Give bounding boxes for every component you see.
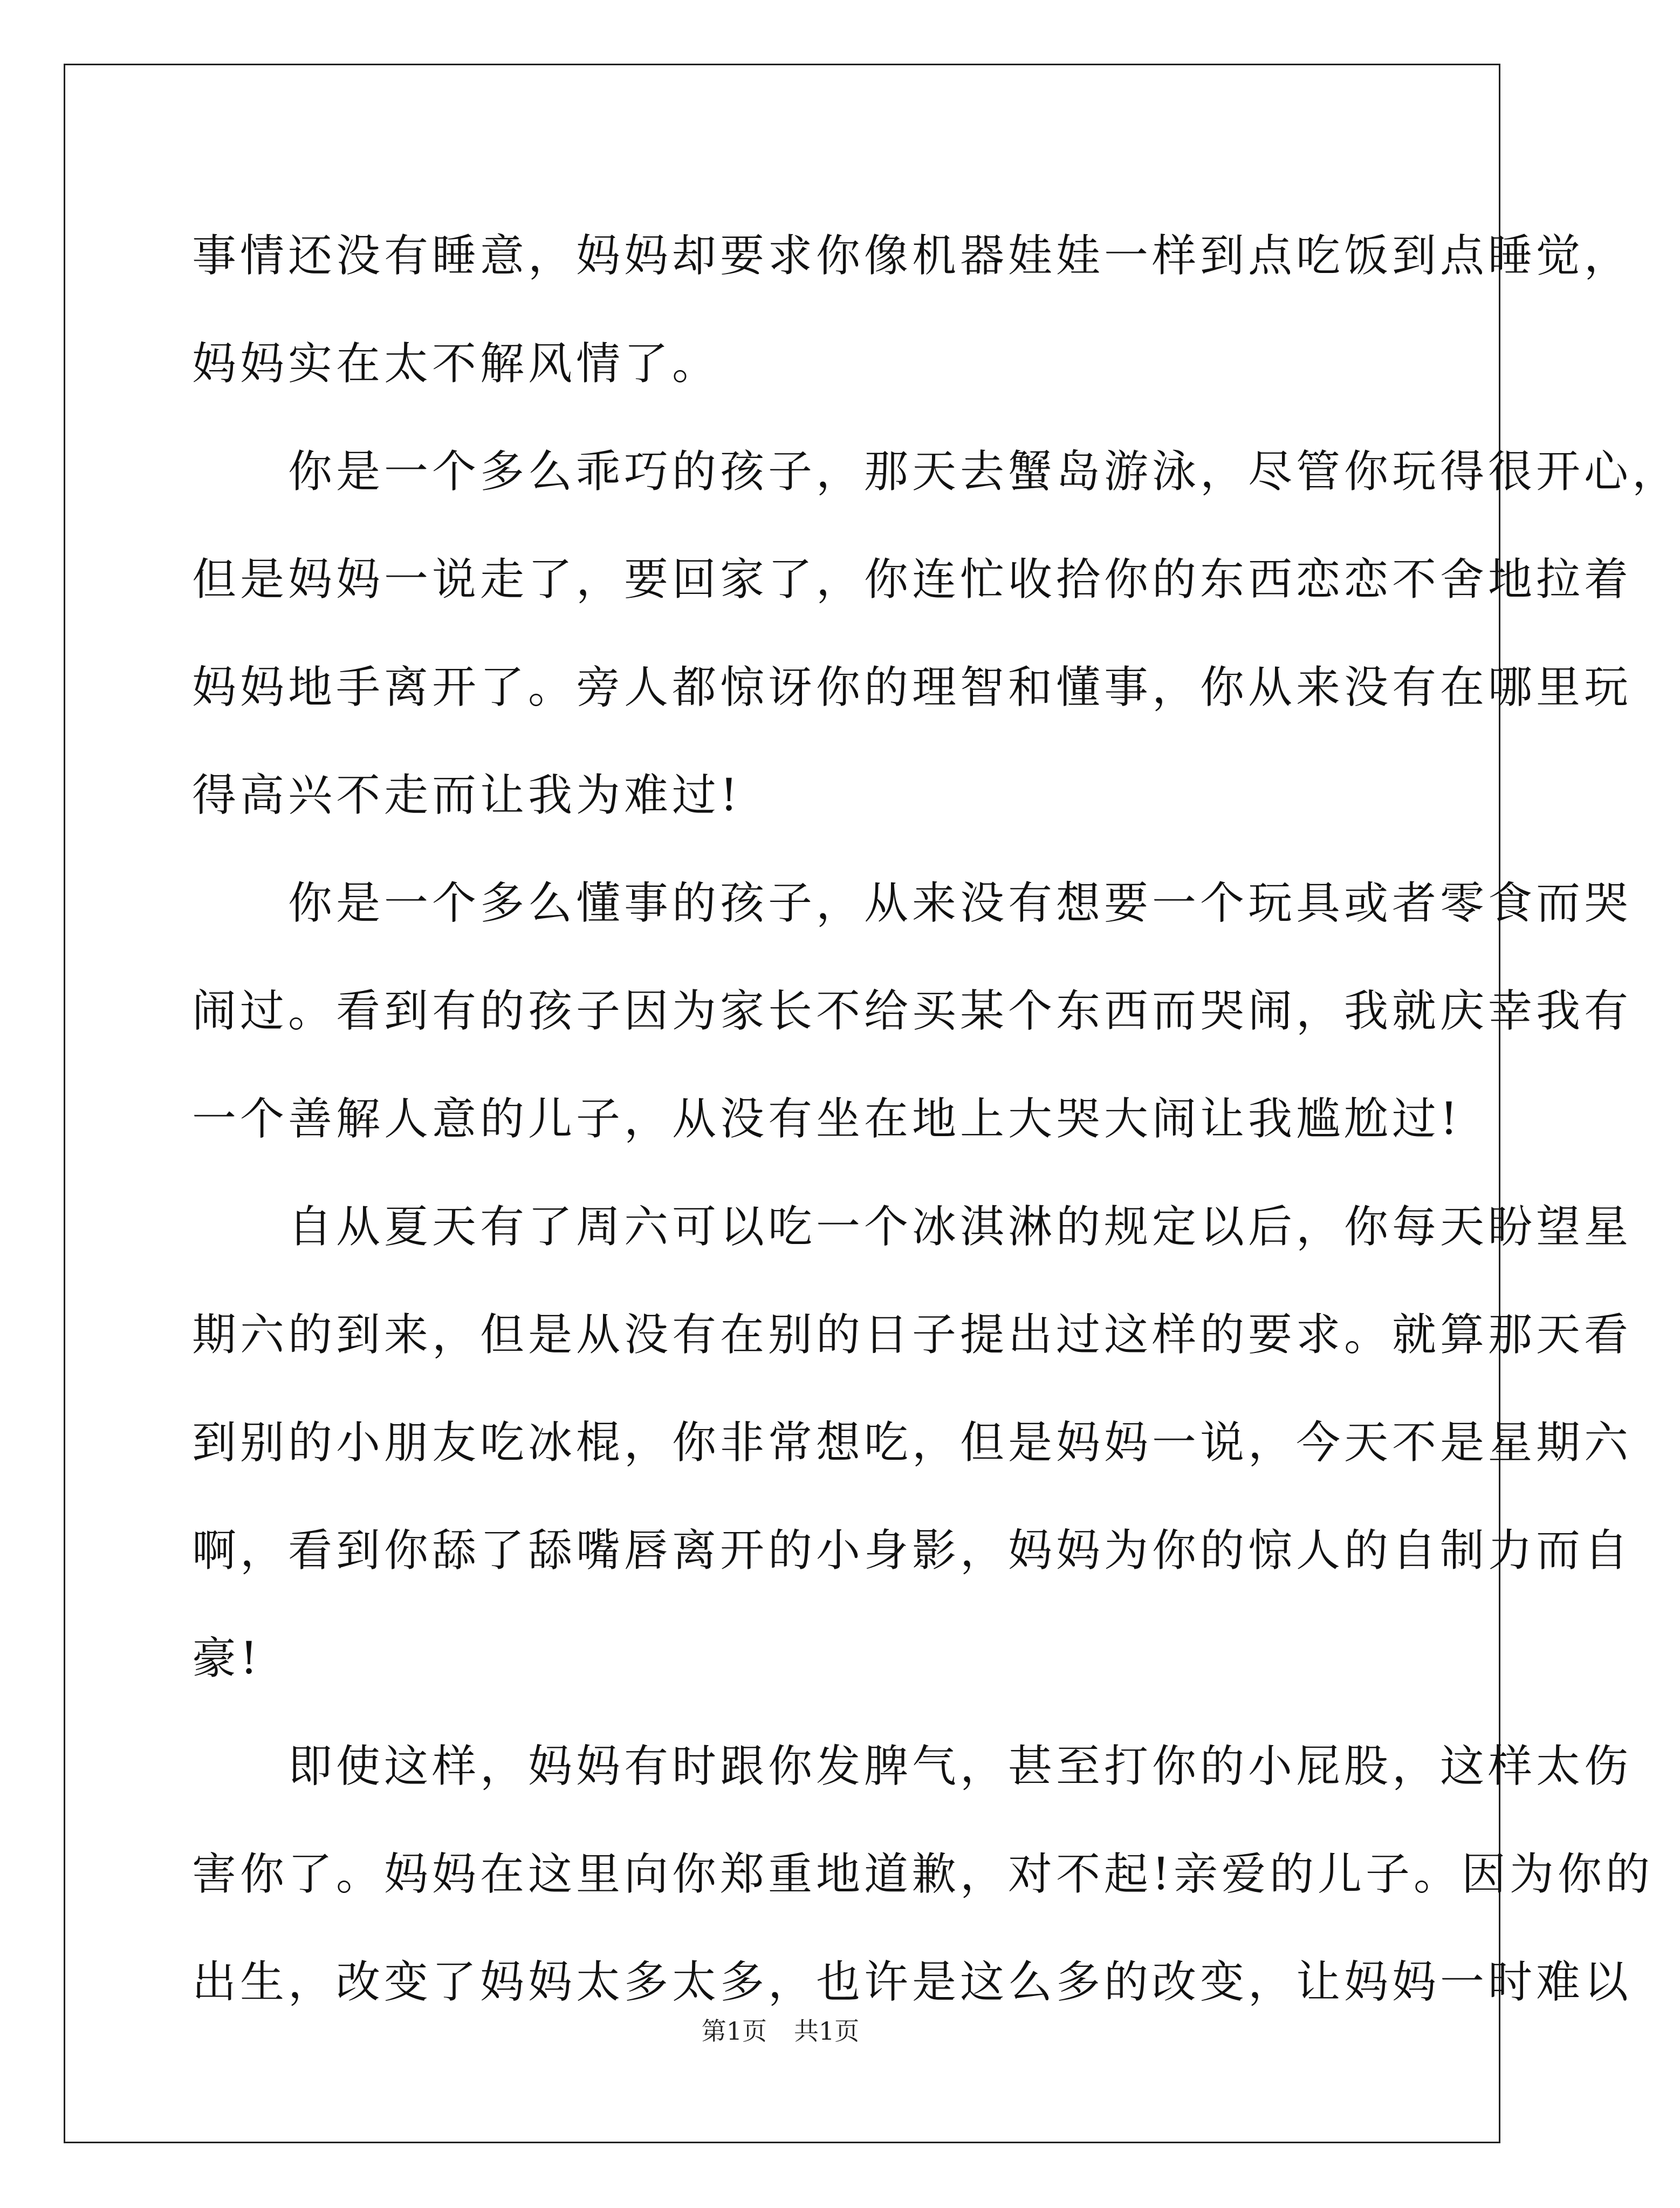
text-line: 但是妈妈一说走了，要回家了，你连忙收拾你的东西恋恋不舍地拉着 xyxy=(192,554,1633,605)
text-line: 事情还没有睡意，妈妈却要求你像机器娃娃一样到点吃饭到点睡觉， xyxy=(192,230,1633,282)
document-body xyxy=(192,202,1680,2036)
text-line: 你是一个多么乖巧的孩子，那天去蟹岛游泳，尽管你玩得很开心， xyxy=(192,446,1680,497)
text-line: 得高兴不走而让我为难过! xyxy=(192,770,742,821)
page-number: 第1页 xyxy=(701,2016,767,2046)
text-line: 闹过。看到有的孩子因为家长不给买某个东西而哭闹，我就庆幸我有 xyxy=(192,986,1633,1037)
page-footer xyxy=(0,2015,1561,2047)
text-line: 害你了。妈妈在这里向你郑重地道歉，对不起!亲爱的儿子。因为你的 xyxy=(192,1849,1654,1900)
text-line: 自从夏天有了周六可以吃一个冰淇淋的规定以后，你每天盼望星 xyxy=(192,1201,1633,1253)
page-total: 共1页 xyxy=(794,2016,860,2046)
text-line: 你是一个多么懂事的孩子，从来没有想要一个玩具或者零食而哭 xyxy=(192,878,1633,929)
text-line: 豪! xyxy=(192,1633,262,1684)
text-line: 妈妈地手离开了。旁人都惊讶你的理智和懂事，你从来没有在哪里玩 xyxy=(192,662,1633,713)
text-line: 期六的到来，但是从没有在别的日子提出过这样的要求。就算那天看 xyxy=(192,1309,1633,1361)
text-line: 即使这样，妈妈有时跟你发脾气，甚至打你的小屁股，这样太伤 xyxy=(192,1741,1633,1792)
text-line: 到别的小朋友吃冰棍，你非常想吃，但是妈妈一说，今天不是星期六 xyxy=(192,1417,1633,1468)
text-line: 一个善解人意的儿子，从没有坐在地上大哭大闹让我尴尬过! xyxy=(192,1093,1462,1145)
text-line: 啊，看到你舔了舔嘴唇离开的小身影，妈妈为你的惊人的自制力而自 xyxy=(192,1525,1633,1576)
text-line: 妈妈实在太不解风情了。 xyxy=(192,338,721,389)
text-line: 出生，改变了妈妈太多太多，也许是这么多的改变，让妈妈一时难以 xyxy=(192,1957,1633,2008)
